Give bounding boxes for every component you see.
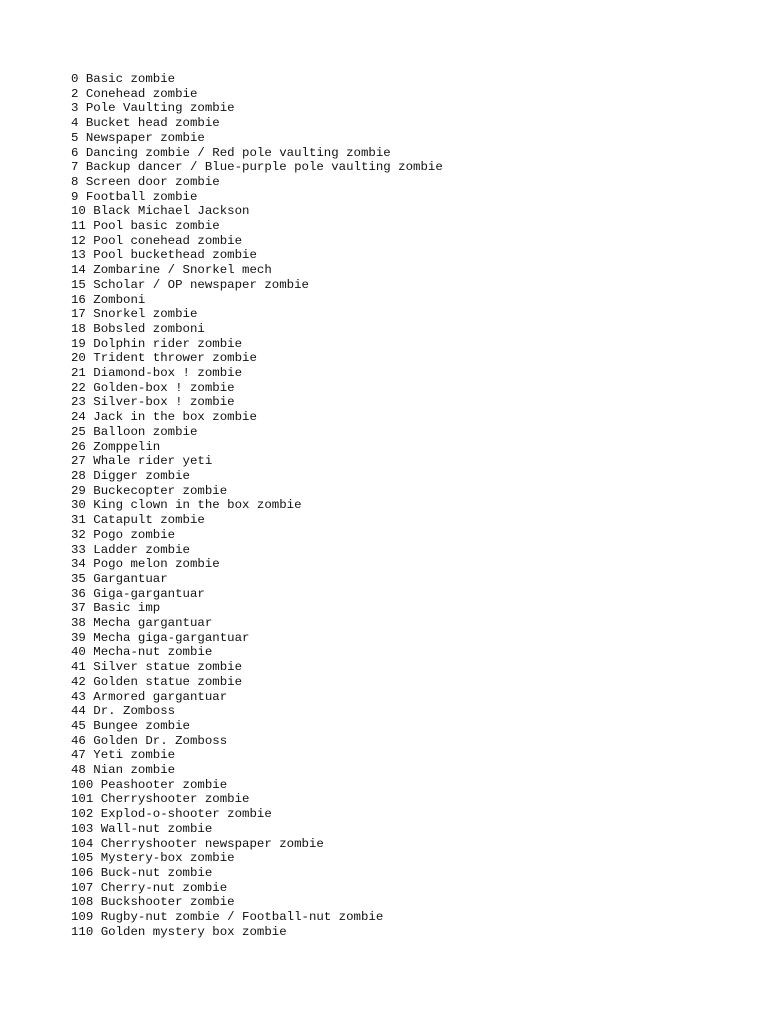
text-line: 106 Buck-nut zombie	[71, 865, 213, 880]
text-line: 23 Silver-box ! zombie	[71, 395, 235, 410]
text-line: 37 Basic imp	[71, 601, 161, 616]
text-line: 30 King clown in the box zombie	[71, 498, 302, 513]
text-line: 46 Golden Dr. Zomboss	[71, 733, 228, 748]
text-line: 42 Golden statue zombie	[71, 674, 243, 689]
text-line: 35 Gargantuar	[71, 571, 168, 586]
text-line: 6 Dancing zombie / Red pole vaulting zombie	[71, 145, 391, 160]
text-line: 36 Giga-gargantuar	[71, 586, 205, 601]
text-line: 10 Black Michael Jackson	[71, 204, 250, 219]
text-line: 28 Digger zombie	[71, 468, 190, 483]
text-line: 2 Conehead zombie	[71, 86, 198, 101]
text-line: 43 Armored gargantuar	[71, 689, 228, 704]
text-line: 4 Bucket head zombie	[71, 116, 220, 131]
text-line: 18 Bobsled zomboni	[71, 321, 205, 336]
text-line: 110 Golden mystery box zombie	[71, 924, 287, 939]
text-line: 38 Mecha gargantuar	[71, 616, 213, 631]
text-line: 8 Screen door zombie	[71, 174, 220, 189]
text-line: 3 Pole Vaulting zombie	[71, 101, 235, 116]
text-line: 105 Mystery-box zombie	[71, 851, 235, 866]
text-line: 11 Pool basic zombie	[71, 219, 220, 234]
text-line: 14 Zombarine / Snorkel mech	[71, 263, 272, 278]
text-line: 44 Dr. Zomboss	[71, 704, 176, 719]
text-line: 102 Explod-o-shooter zombie	[71, 807, 272, 822]
text-line: 26 Zomppelin	[71, 439, 161, 454]
document-page	[71, 72, 751, 939]
text-line: 5 Newspaper zombie	[71, 130, 205, 145]
text-line: 17 Snorkel zombie	[71, 307, 198, 322]
text-line: 108 Buckshooter zombie	[71, 895, 235, 910]
text-line: 16 Zomboni	[71, 292, 146, 307]
text-line: 47 Yeti zombie	[71, 748, 176, 763]
text-line: 100 Peashooter zombie	[71, 777, 228, 792]
text-line: 104 Cherryshooter newspaper zombie	[71, 836, 324, 851]
text-line: 22 Golden-box ! zombie	[71, 380, 235, 395]
text-line: 41 Silver statue zombie	[71, 660, 243, 675]
text-line: 29 Buckecopter zombie	[71, 483, 228, 498]
text-line: 15 Scholar / OP newspaper zombie	[71, 277, 309, 292]
text-line: 25 Balloon zombie	[71, 424, 198, 439]
text-line: 12 Pool conehead zombie	[71, 233, 243, 248]
text-line: 40 Mecha-nut zombie	[71, 645, 213, 660]
text-line: 32 Pogo zombie	[71, 527, 176, 542]
text-line: 45 Bungee zombie	[71, 718, 190, 733]
text-line: 101 Cherryshooter zombie	[71, 792, 250, 807]
text-line: 33 Ladder zombie	[71, 542, 190, 557]
text-line: 24 Jack in the box zombie	[71, 410, 257, 425]
text-line: 109 Rugby-nut zombie / Football-nut zombie	[71, 910, 384, 925]
text-line: 7 Backup dancer / Blue-purple pole vaulting zombie	[71, 160, 443, 175]
text-line: 20 Trident thrower zombie	[71, 351, 257, 366]
text-line: 21 Diamond-box ! zombie	[71, 366, 243, 381]
text-line: 19 Dolphin rider zombie	[71, 336, 243, 351]
text-line: 9 Football zombie	[71, 189, 198, 204]
text-line: 34 Pogo melon zombie	[71, 557, 220, 572]
text-line: 39 Mecha giga-gargantuar	[71, 630, 250, 645]
text-line: 48 Nian zombie	[71, 763, 176, 778]
text-line: 103 Wall-nut zombie	[71, 821, 213, 836]
text-line: 13 Pool buckethead zombie	[71, 248, 257, 263]
text-line: 27 Whale rider yeti	[71, 454, 213, 469]
text-line: 0 Basic zombie	[71, 72, 176, 86]
text-line: 31 Catapult zombie	[71, 513, 205, 528]
text-line: 107 Cherry-nut zombie	[71, 880, 228, 895]
